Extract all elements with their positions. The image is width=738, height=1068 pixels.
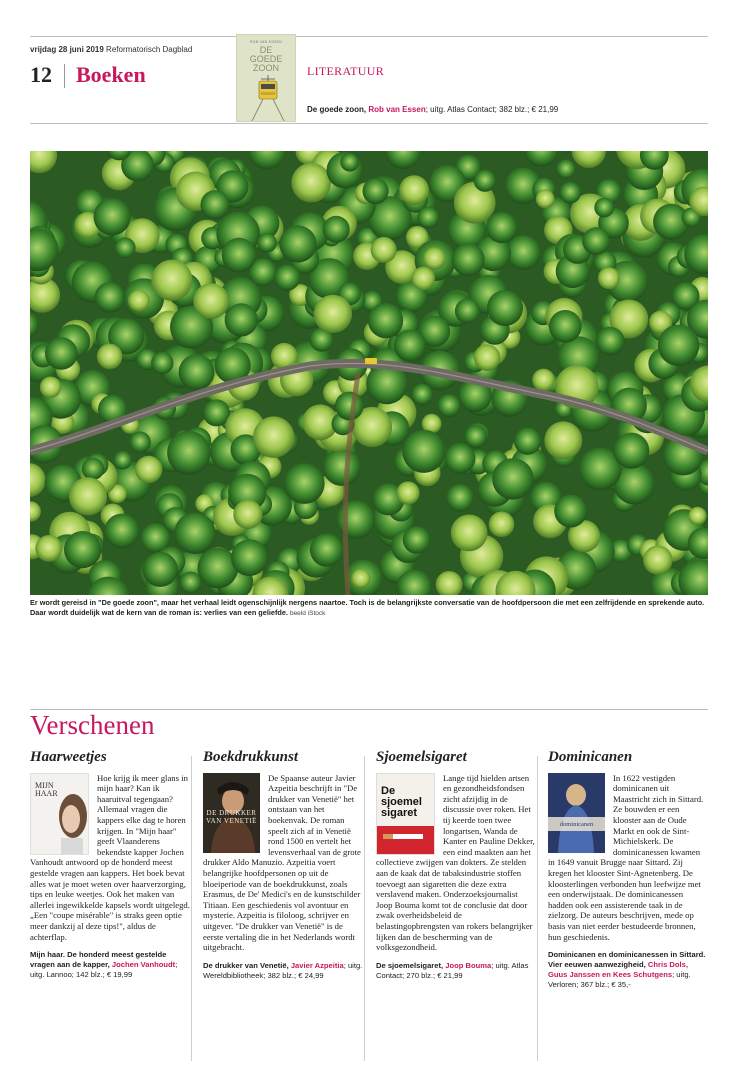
section-title: Boeken (76, 62, 146, 87)
book-author: Joop Bouma (445, 960, 492, 970)
book-author: Chris Dols, Guus Janssen en Kees Schutgens (548, 960, 688, 980)
cover-title-line: GOEDE (249, 54, 283, 64)
book-details: ; uitg. Wereldbibliotheek; 382 blz.; € 24,99 (203, 960, 363, 980)
column-separator (191, 756, 192, 1061)
article-body: Lange tijd hielden artsen en gezondheidsfondsen zicht afzijdig in de discussie over roken. Het tij keerde toen twee longartsen, Wanda de Kanter en Pauline Dekker, een eind maakten aan het collectieve zwijgen van dokters. Ze stelden aan de kaak dat de tabaksindustrie stoffen toevoegt aan sigaretten die deze extra verslavend maken. Onderzoeksjournalist Joop Bouma komt tot de conclusie dat door zwak overheidsbeleid de belastingopbrengsten van rokers belangrijker lijken dan de bescherming van de volksgezondheid. (376, 772, 535, 953)
book-cover-drukker-van-venetie (203, 773, 260, 853)
column-separator (364, 756, 365, 1061)
book-info (376, 961, 536, 981)
tram-illustration (237, 35, 296, 122)
paper-name: Reformatorisch Dagblad (106, 45, 193, 54)
book-author: Jochen Vanhoudt (111, 960, 176, 970)
article-title: Sjoemelsigaret (376, 749, 467, 765)
review-book-info (307, 105, 558, 114)
top-rule (30, 36, 708, 37)
header-separator (64, 64, 65, 88)
article-body: De Spaanse auteur Javier Azpeitia beschrijft in "De drukker van Venetië" het ontstaan van het boekenvak. De roman speelt zich af in Venetië rond 1500 en vertelt het levensverhaal van de grote drukker Aldo Manuzio. Azpeitia voert belangrijke hoofdpersonen op uit de bloeiperiode van de boekdrukkunst, zoals Erasmus, de De' Medici's en de kunstschilder Titiaan. Een geschiedenis vol avontuur en mysterie. Azpeitia is filoloog, schrijver en uitgever. "De drukker van Venetië" is de eerste vertaling die in het Nederlands wordt uitgebracht. (203, 772, 361, 953)
article-sjoemelsigaret (376, 749, 536, 981)
page-number: 12 (30, 62, 52, 87)
book-info (548, 950, 708, 990)
photo-credit: beeld iStock (289, 610, 326, 617)
photo-caption (30, 598, 710, 619)
article-title: Boekdrukkunst (203, 749, 299, 765)
book-info (203, 961, 363, 981)
book-title: Dominicanen en dominicanessen in Sittard. Vier eeuwen aanwezigheid, (548, 950, 706, 970)
cover-title-line: DE (259, 45, 273, 55)
religious-painting-illustration (548, 773, 605, 853)
cigarette-illustration (377, 774, 434, 854)
book-cover-dominicanen (548, 773, 605, 853)
book-title: De drukker van Venetië, (203, 960, 289, 970)
book-cover-mijn-haar (30, 773, 89, 855)
book-cover-sjoemelsigaret (376, 773, 435, 855)
book-title: Mijn haar. De honderd meest gestelde vragen aan de kapper, (30, 950, 167, 970)
book-author: Javier Azpeitia (290, 960, 344, 970)
article-boekdrukkunst (203, 749, 363, 981)
verschenen-heading: Verschenen (30, 710, 155, 740)
forest-road-image (30, 151, 708, 595)
article-body: In 1622 vestigden dominicanen uit Maastricht zich in Sittard. Ze bouwden er een klooster aan de Oude Markt en ook de Sint-Michielskerk. De dominicanessen kwamen in 1649 vanuit Brugge naar Sittard. Zij kregen het klooster Sint-Agnetenberg. De kloosterlingen verbonden hun leefwijze met een onderwijstaak. De dominicanessen hadden ook een assisterende taak in de zielzorg. De auteurs beschrijven, mede op basis van niet eerder bestudeerde bronnen, hun geschiedenis. (548, 772, 704, 942)
review-book-title: De goede zoon, (307, 105, 367, 114)
book-details: ; uitg. Atlas Contact; 270 blz.; € 21,99 (376, 960, 529, 980)
review-kicker: LITERATUUR (307, 64, 384, 78)
cover-title: MIJN HAAR (35, 780, 58, 798)
review-book-author: Rob van Essen (368, 105, 426, 114)
column-separator (537, 756, 538, 1061)
date: vrijdag 28 juni 2019 (30, 45, 104, 54)
book-title: De sjoemelsigaret, (376, 960, 444, 970)
cover-author: ROB VAN ESSEN (249, 40, 283, 44)
book-details: ; uitg. Lannoo; 142 blz.; € 19,99 (30, 960, 178, 980)
dateline (30, 45, 192, 54)
review-book-details: ; uitg. Atlas Contact; 382 blz.; € 21,99 (425, 105, 559, 114)
hair-illustration (31, 774, 88, 854)
cover-title: De sjoemel sigaret (381, 784, 422, 819)
cover-title: DE DRUKKER VAN VENETIË (206, 808, 257, 825)
book-cover-de-goede-zoon (236, 34, 296, 122)
book-info (30, 950, 190, 980)
article-dominicanen (548, 749, 708, 990)
aerial-forest-photo (30, 151, 708, 595)
article-title: Haarweetjes (30, 749, 107, 765)
book-details: ; uitg. Verloren; 367 blz.; € 35,- (548, 970, 691, 990)
article-haarweetjes (30, 749, 190, 980)
article-title: Dominicanen (548, 749, 633, 765)
cover-title-line: ZOON (253, 63, 279, 73)
header-bottom-rule (30, 123, 708, 124)
article-body: Hoe krijg ik meer glans in mijn haar? Kan ik haaruitval tegengaan? Allemaal vragen die kappers elke dag te horen krijgen. In "Mijn haar" geeft Vlaanderens bekendste kapper Jochen Vanhoudt antwoord op de honderd meest gestelde vragen aan kappers. Het boek bevat alles wat je moet weten over haarverzorging, tips en leuke weetjes. Ook het maken van allerlei ingewikkelde kapsels wordt uitgelegd. „Een "coupe misérable" is straks geen optie meer dankzij al deze tips!", aldus de achterflap. (30, 772, 190, 942)
caption-text: Er wordt gereisd in "De goede zoon", maar het verhaal leidt ogenschijnlijk nergens naartoe. Toch is de belangrijkste conversatie van de hoofdpersoon die met een zelfrijdende en sprekende auto. Daar wordt duidelijk wat de kern van de roman is: verlies van een geliefde. (30, 598, 705, 617)
cover-title: dominicanen (559, 820, 594, 828)
